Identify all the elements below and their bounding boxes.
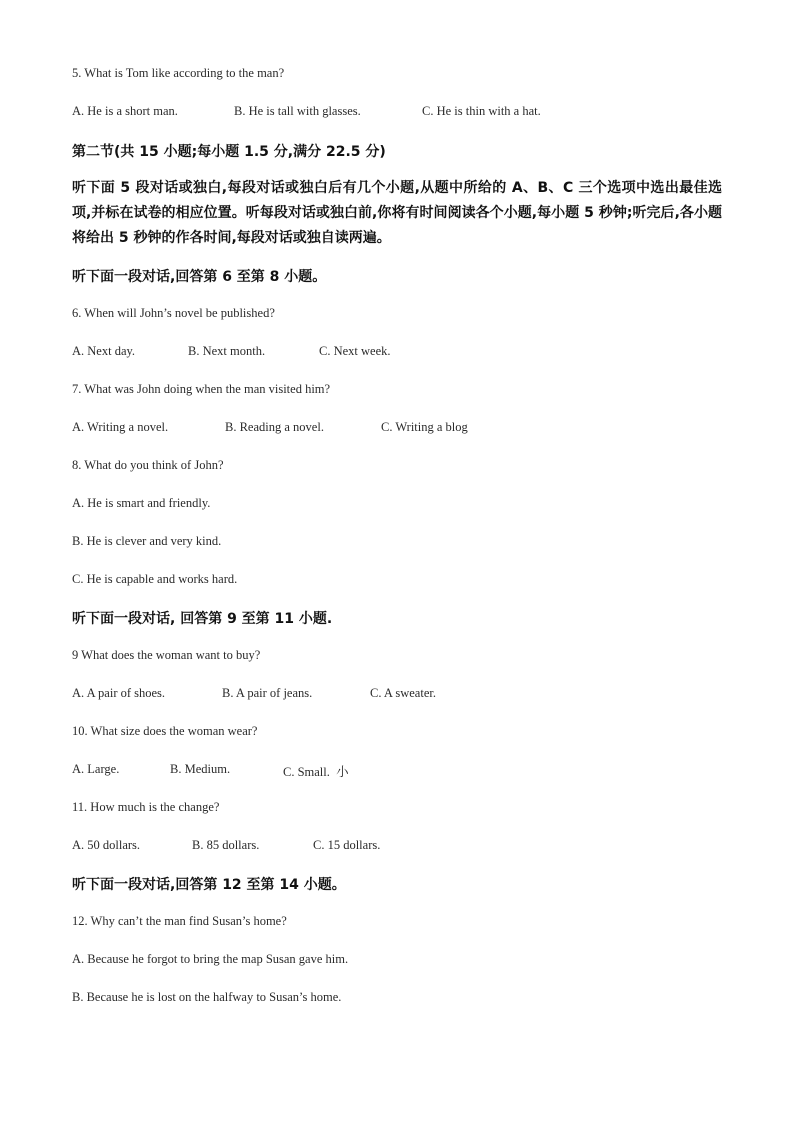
q12-option-a: A. Because he forgot to bring the map Susan gave him. — [72, 952, 349, 966]
q6-option-a: A. Next day. — [72, 344, 136, 358]
question-5: 5. What is Tom like according to the man? — [72, 66, 285, 80]
question-6: 6. When will John’s novel be published? — [72, 306, 275, 320]
q5-option-c: C. He is thin with a hat. — [422, 104, 541, 118]
q8-option-c: C. He is capable and works hard. — [72, 572, 238, 586]
question-10: 10. What size does the woman wear? — [72, 724, 258, 738]
q9-option-c: C. A sweater. — [370, 686, 436, 700]
q9-option-b: B. A pair of jeans. — [222, 686, 313, 700]
q7-option-b: B. Reading a novel. — [225, 420, 324, 434]
question-11: 11. How much is the change? — [72, 800, 220, 814]
q8-option-b: B. He is clever and very kind. — [72, 534, 222, 548]
question-9: 9 What does the woman want to buy? — [72, 648, 261, 662]
q10-option-b: B. Medium. — [170, 762, 231, 776]
q7-option-c: C. Writing a blog — [381, 420, 468, 434]
q7-option-a: A. Writing a novel. — [72, 420, 169, 434]
dialog-2-heading: 听下面一段对话, 回答第 9 至第 11 小题. — [72, 611, 333, 627]
q11-option-a: A. 50 dollars. — [72, 838, 141, 852]
q11-option-b: B. 85 dollars. — [192, 838, 260, 852]
question-8: 8. What do you think of John? — [72, 458, 224, 472]
dialog-3-heading: 听下面一段对话,回答第 12 至第 14 小题。 — [72, 877, 346, 893]
q6-option-c: C. Next week. — [319, 344, 391, 358]
q9-option-a: A. A pair of shoes. — [72, 686, 166, 700]
q11-option-c: C. 15 dollars. — [313, 838, 381, 852]
q10-option-a: A. Large. — [72, 762, 120, 776]
q8-option-a: A. He is smart and friendly. — [72, 496, 211, 510]
section-2-title: 第二节(共 15 小题;每小题 1.5 分,满分 22.5 分) — [72, 144, 386, 160]
q12-option-b: B. Because he is lost on the halfway to Susan’s home. — [72, 990, 342, 1004]
q6-option-b: B. Next month. — [188, 344, 266, 358]
section-2-instructions: 听下面 5 段对话或独白,每段对话或独白后有几个小题,从题中所给的 A、B、C 三个选项中选出最佳选项,并标在试卷的相应位置。听每段对话或独白前,你将有时间阅读各个小题,每小题 5 秒钟;听完后,各小题将给出 5 秒钟的作各时间,每段对话或独自读两遍。 — [72, 180, 722, 246]
dialog-1-heading: 听下面一段对话,回答第 6 至第 8 小题。 — [72, 269, 327, 285]
q5-option-a: A. He is a short man. — [72, 104, 178, 118]
q5-option-b: B. He is tall with glasses. — [234, 104, 361, 118]
question-7: 7. What was John doing when the man visited him? — [72, 382, 331, 396]
q10-option-c: C. Small. 小 — [283, 765, 349, 779]
question-12: 12. Why can’t the man find Susan’s home? — [72, 914, 287, 928]
